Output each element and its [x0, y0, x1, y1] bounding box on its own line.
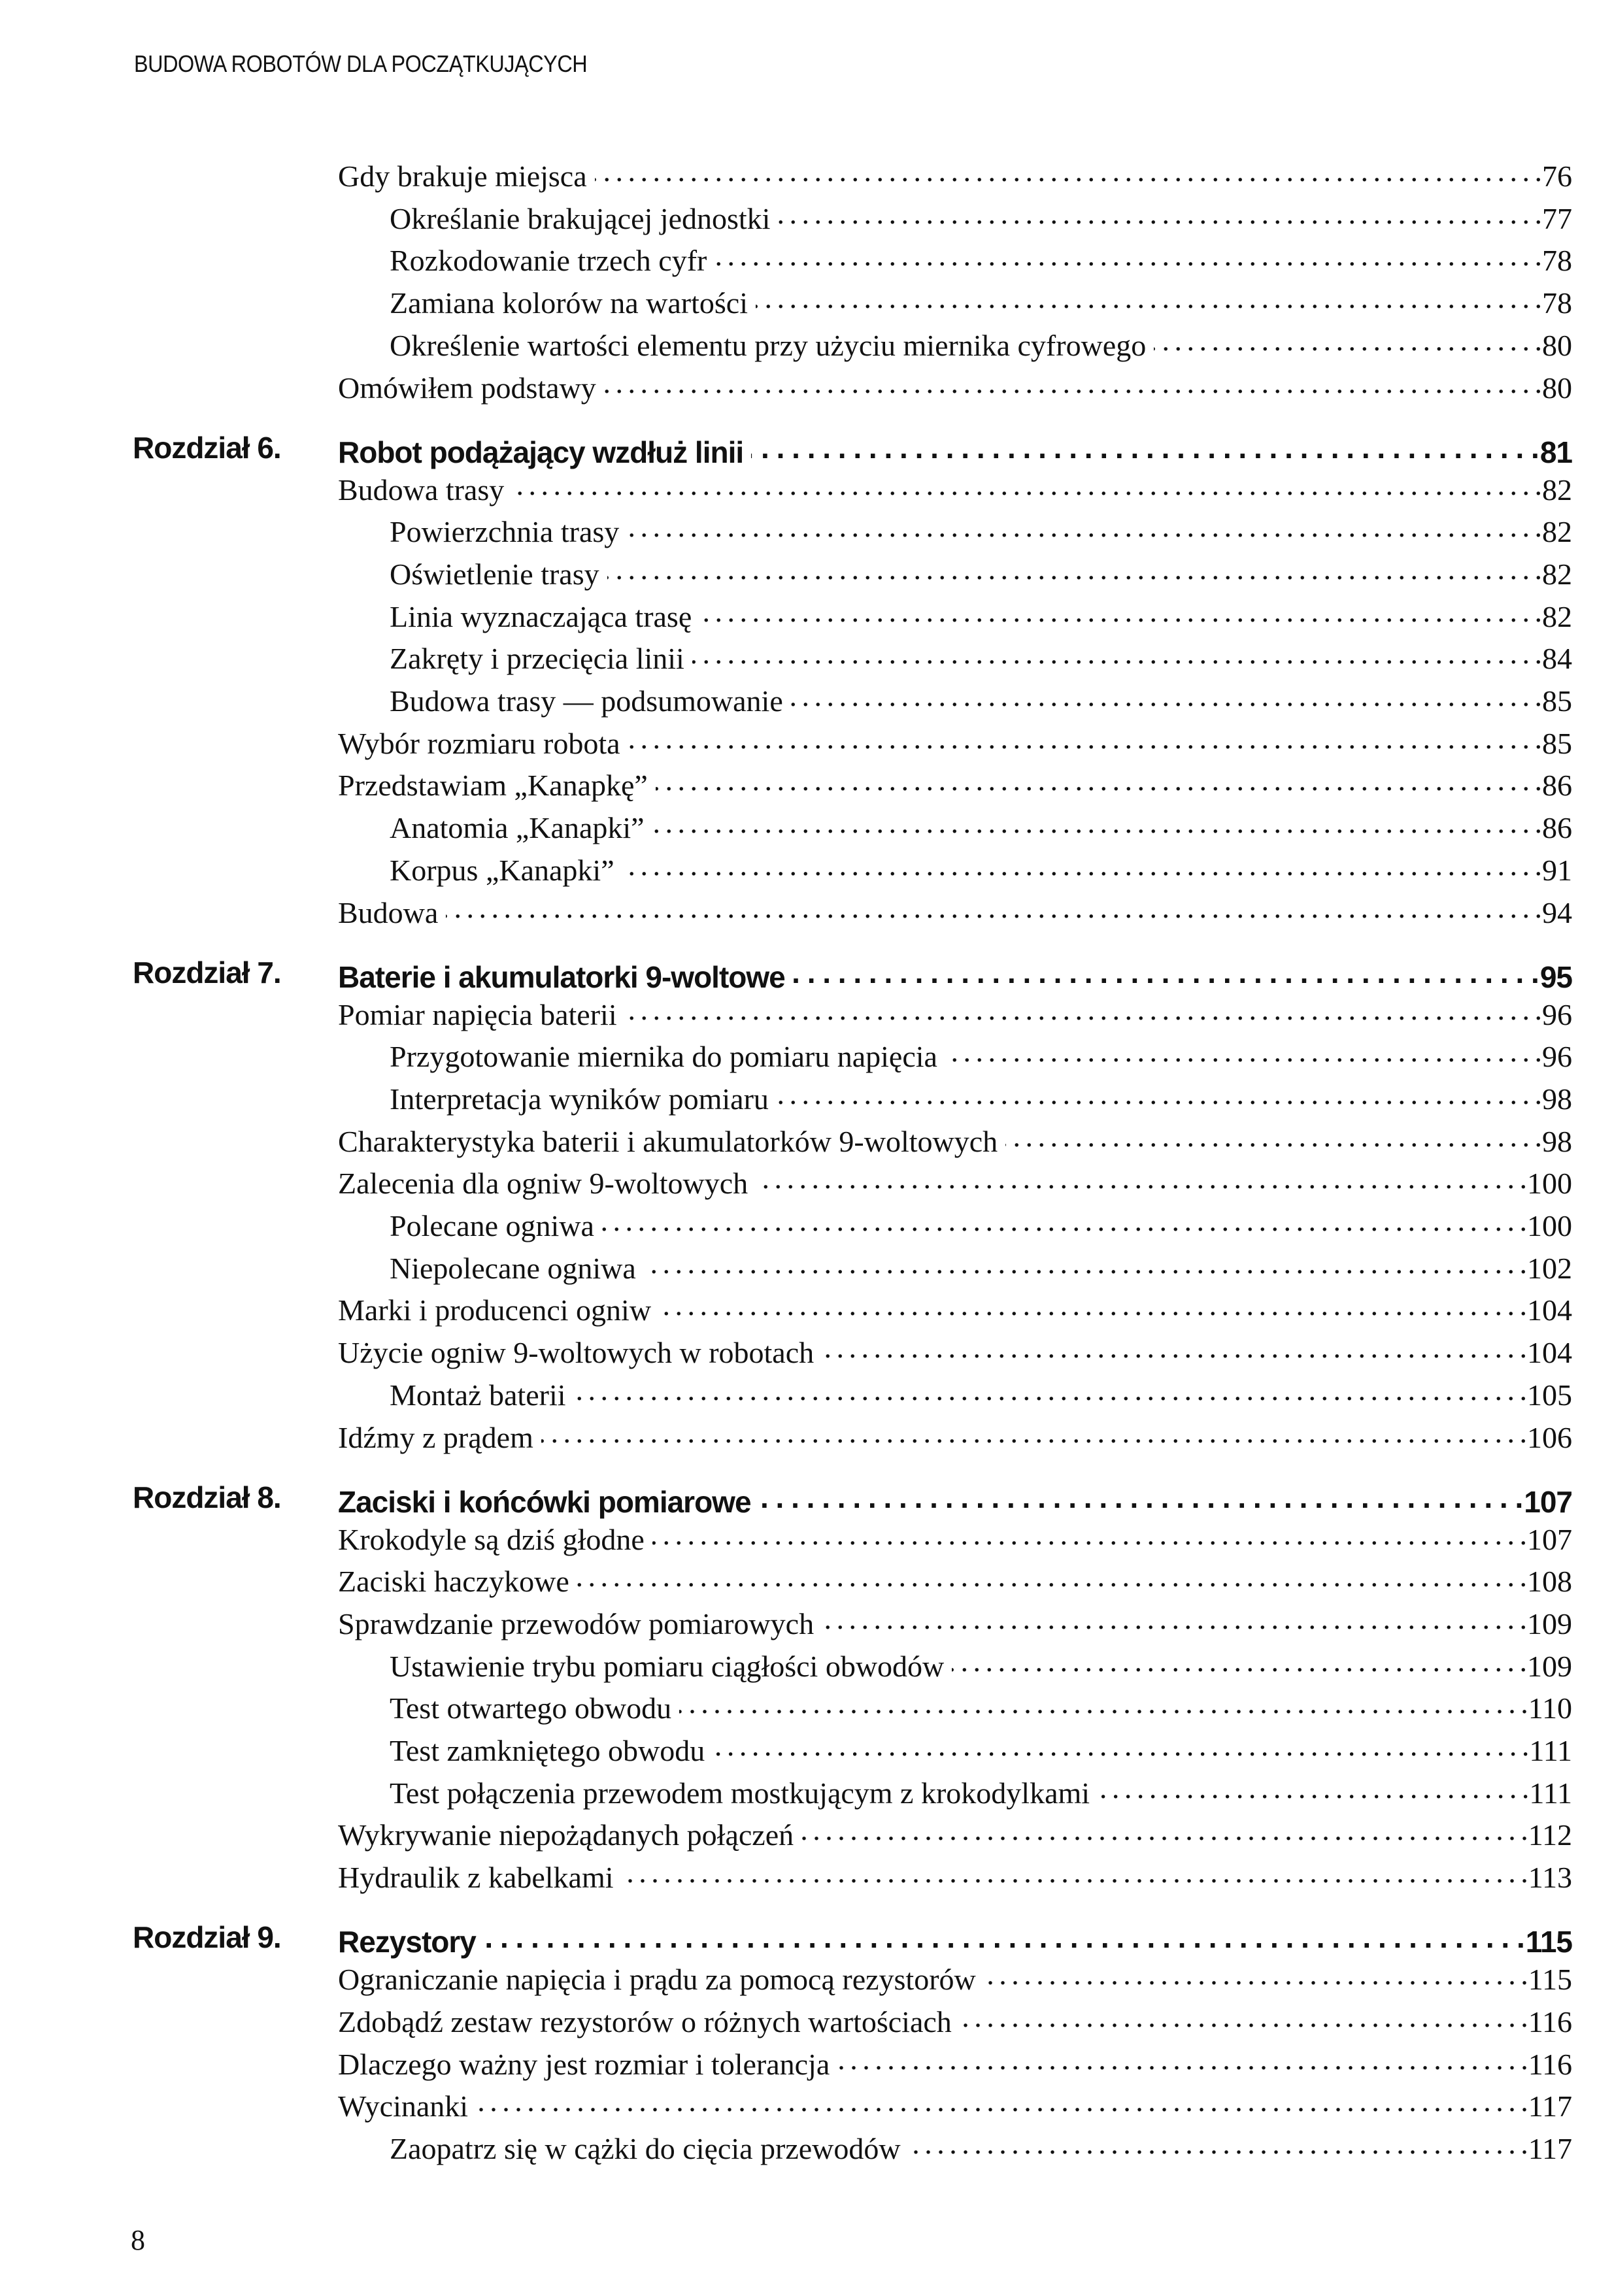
chapter-heading[interactable] [0, 1482, 1597, 1524]
toc-entry[interactable] [0, 893, 1597, 935]
entry-title[interactable]: Ustawienie trybu pomiaru ciągłości obwodów [390, 1649, 945, 1683]
entry-line [390, 681, 1572, 716]
chapter-page-number[interactable]: 115 [1525, 1925, 1572, 1959]
entry-line [390, 1731, 1572, 1766]
chapter-page-number[interactable]: 95 [1539, 959, 1572, 994]
chapter-page-number[interactable]: 81 [1539, 435, 1572, 469]
entry-title[interactable]: Gdy brakuje miejsca [338, 159, 587, 193]
toc-entry[interactable] [0, 1163, 1597, 1205]
dot-leader [607, 554, 1541, 584]
toc-entry[interactable] [0, 2044, 1597, 2086]
toc-entry[interactable] [0, 639, 1597, 680]
toc-entry[interactable] [0, 1731, 1597, 1772]
toc-entry[interactable] [0, 1079, 1597, 1121]
entry-page-number[interactable]: 76 [1542, 159, 1572, 193]
entry-title[interactable]: Wykrywanie niepożądanych połączeń [338, 1818, 794, 1852]
dot-leader [604, 368, 1541, 398]
entry-line [338, 1561, 1572, 1597]
chapter-title[interactable]: Zaciski i końcówki pomiarowe [338, 1484, 751, 1519]
entry-page-number[interactable]: 86 [1542, 769, 1572, 803]
dot-leader [822, 1604, 1526, 1634]
dot-leader [952, 1646, 1526, 1676]
toc-entry[interactable] [0, 808, 1597, 850]
dot-leader [714, 241, 1541, 271]
chapter-line [338, 1922, 1572, 1957]
entry-page-number[interactable]: 96 [1542, 997, 1572, 1031]
entry-title[interactable]: Przedstawiam „Kanapkę” [338, 769, 648, 803]
entry-page-number[interactable]: 109 [1527, 1606, 1572, 1640]
entry-page-number[interactable]: 100 [1527, 1167, 1572, 1201]
toc-entry[interactable] [0, 850, 1597, 892]
toc-entry[interactable] [0, 1604, 1597, 1646]
dot-leader [541, 1418, 1526, 1448]
entry-title[interactable]: Budowa [338, 895, 439, 929]
entry-line [338, 995, 1572, 1030]
entry-page-number[interactable]: 96 [1542, 1040, 1572, 1074]
toc-entry[interactable] [0, 1561, 1597, 1603]
entry-page-number[interactable]: 78 [1542, 244, 1572, 278]
entry-title[interactable]: Budowa trasy [338, 473, 505, 507]
entry-title[interactable]: Dlaczego ważny jest rozmiar i tolerancja [338, 2047, 830, 2081]
chapter-heading[interactable] [0, 430, 1597, 474]
entry-title[interactable]: Charakterystyka baterii i akumulatorków 9-woltowych [338, 1124, 998, 1158]
entry-line [390, 199, 1572, 234]
dot-leader [756, 283, 1541, 313]
entry-line [390, 1375, 1572, 1410]
toc-entry[interactable] [0, 1248, 1597, 1290]
entry-title[interactable]: Zalecenia dla ogniw 9-woltowych [338, 1167, 748, 1201]
toc-entry[interactable] [0, 1646, 1597, 1688]
entry-line [390, 808, 1572, 843]
dot-leader [622, 1857, 1527, 1888]
entry-line [338, 1418, 1572, 1453]
entry-line [338, 2002, 1572, 2037]
entry-page-number[interactable]: 113 [1528, 1861, 1572, 1895]
chapter-heading[interactable] [0, 957, 1597, 999]
dot-leader [960, 2002, 1527, 2032]
entry-line [390, 325, 1572, 361]
dot-leader [627, 512, 1541, 542]
entry-page-number[interactable]: 106 [1527, 1420, 1572, 1454]
entry-line [338, 893, 1572, 928]
toc-entry[interactable] [0, 1688, 1597, 1730]
chapter-label: Rozdział 7. [133, 955, 281, 990]
entry-title[interactable]: Użycie ogniw 9-woltowych w robotach [338, 1336, 815, 1370]
toc-entry[interactable] [0, 1037, 1597, 1078]
entry-page-number[interactable]: 105 [1527, 1378, 1572, 1412]
entry-page-number[interactable]: 77 [1542, 201, 1572, 235]
toc-entry[interactable] [0, 554, 1597, 596]
entry-title[interactable]: Test połączenia przewodem mostkującym z krokodylkami [390, 1776, 1090, 1810]
dot-leader [791, 681, 1541, 711]
entry-line [390, 639, 1572, 674]
entry-title[interactable]: Omówiłem podstawy [338, 371, 596, 405]
entry-page-number[interactable]: 80 [1542, 328, 1572, 362]
dot-leader [1154, 325, 1541, 356]
toc-entry[interactable] [0, 1206, 1597, 1248]
entry-title[interactable]: Idźmy z prądem [338, 1420, 533, 1454]
chapter-title[interactable]: Robot podążający wzdłuż linii [338, 435, 744, 469]
entry-title[interactable]: Polecane ogniwa [390, 1209, 594, 1242]
toc-entry[interactable] [0, 1773, 1597, 1815]
toc-entry[interactable] [0, 470, 1597, 512]
entry-title[interactable]: Oświetlenie trasy [390, 557, 599, 591]
entry-page-number[interactable]: 82 [1542, 599, 1572, 633]
entry-title[interactable]: Test otwartego obwodu [390, 1691, 672, 1725]
chapter-label: Rozdział 8. [133, 1480, 281, 1514]
entry-page-number[interactable]: 104 [1527, 1336, 1572, 1370]
entry-line [338, 1857, 1572, 1893]
entry-page-number[interactable]: 84 [1542, 642, 1572, 676]
entry-page-number[interactable]: 116 [1528, 2047, 1572, 2081]
dot-leader [577, 1561, 1526, 1591]
entry-line [338, 724, 1572, 759]
dot-leader [656, 765, 1541, 795]
entry-line [338, 1520, 1572, 1555]
dot-leader [759, 1482, 1523, 1512]
entry-page-number[interactable]: 110 [1528, 1691, 1572, 1725]
entry-line [390, 597, 1572, 632]
entry-page-number[interactable]: 111 [1529, 1776, 1572, 1810]
dot-leader [801, 1815, 1527, 1845]
dot-leader [1098, 1773, 1528, 1803]
entry-line [390, 1079, 1572, 1114]
entry-line [338, 1815, 1572, 1850]
entry-line [338, 156, 1572, 191]
dot-leader [659, 1290, 1526, 1320]
entry-page-number[interactable]: 85 [1542, 684, 1572, 718]
entry-line [338, 2044, 1572, 2080]
entry-line [338, 1163, 1572, 1199]
chapter-line [338, 433, 1572, 467]
dot-leader [652, 1520, 1526, 1550]
dot-leader [756, 1163, 1526, 1193]
entry-title[interactable]: Montaż baterii [390, 1378, 566, 1412]
dot-leader [713, 1731, 1528, 1761]
entry-line [390, 554, 1572, 590]
dot-leader [751, 433, 1539, 463]
entry-title[interactable]: Zakręty i przecięcia linii [390, 642, 684, 676]
entry-line [390, 1206, 1572, 1241]
entry-title[interactable]: Przygotowanie miernika do pomiaru napięcia [390, 1040, 937, 1074]
dot-leader [909, 2129, 1527, 2159]
entry-page-number[interactable]: 112 [1528, 1818, 1572, 1852]
toc-entry[interactable] [0, 1333, 1597, 1374]
entry-page-number[interactable]: 94 [1542, 895, 1572, 929]
entry-page-number[interactable]: 109 [1527, 1649, 1572, 1683]
toc-entry[interactable] [0, 1520, 1597, 1561]
dot-leader [595, 156, 1541, 186]
entry-title[interactable]: Krokodyle są dziś głodne [338, 1522, 645, 1556]
entry-line [390, 1037, 1572, 1072]
entry-page-number[interactable]: 116 [1528, 2005, 1572, 2038]
toc-entry[interactable] [0, 1122, 1597, 1163]
entry-title[interactable]: Pomiar napięcia baterii [338, 997, 617, 1031]
entry-title[interactable]: Ograniczanie napięcia i prądu za pomocą rezystorów [338, 1963, 976, 1997]
toc-entry[interactable] [0, 765, 1597, 807]
entry-page-number[interactable]: 108 [1527, 1565, 1572, 1599]
toc-entry[interactable] [0, 283, 1597, 325]
chapter-title[interactable]: Baterie i akumulatorki 9-woltowe [338, 959, 785, 994]
entry-title[interactable]: Określenie wartości elementu przy użyciu miernika cyfrowego [390, 328, 1147, 362]
entry-page-number[interactable]: 80 [1542, 371, 1572, 405]
entry-page-number[interactable]: 82 [1542, 557, 1572, 591]
chapter-title[interactable]: Rezystory [338, 1925, 476, 1959]
entry-title[interactable]: Powierzchnia trasy [390, 515, 620, 549]
entry-title[interactable]: Określanie brakującej jednostki [390, 201, 771, 235]
entry-page-number[interactable]: 117 [1528, 2089, 1572, 2123]
entry-title[interactable]: Interpretacja wyników pomiaru [390, 1082, 769, 1116]
entry-title[interactable]: Hydraulik z kabelkami [338, 1861, 614, 1895]
dot-leader [476, 2086, 1527, 2116]
entry-line [390, 241, 1572, 276]
entry-title[interactable]: Marki i producenci ogniw [338, 1293, 652, 1327]
entry-page-number[interactable]: 98 [1542, 1124, 1572, 1158]
dot-leader [837, 2044, 1526, 2074]
toc-entry[interactable] [0, 1290, 1597, 1332]
chapter-label: Rozdział 9. [133, 1920, 281, 1955]
dot-leader [602, 1206, 1526, 1236]
entry-page-number[interactable]: 86 [1542, 811, 1572, 845]
toc-entry[interactable] [0, 681, 1597, 723]
entry-line [338, 368, 1572, 403]
toc-entry[interactable] [0, 1418, 1597, 1459]
page-number: 8 [131, 2224, 145, 2256]
entry-title[interactable]: Budowa trasy — podsumowanie [390, 684, 783, 718]
chapter-line [338, 1482, 1572, 1517]
toc-entry[interactable] [0, 597, 1597, 639]
entry-line [338, 470, 1572, 505]
entry-title[interactable]: Sprawdzanie przewodów pomiarowych [338, 1606, 815, 1640]
entry-page-number[interactable]: 111 [1529, 1734, 1572, 1767]
entry-line [390, 850, 1572, 886]
entry-title[interactable]: Zaopatrz się w cążki do cięcia przewodów [390, 2131, 901, 2165]
entry-title[interactable]: Wycinanki [338, 2089, 469, 2123]
toc-entry[interactable] [0, 241, 1597, 282]
dot-leader [793, 957, 1539, 988]
dot-leader [984, 1959, 1527, 1989]
entry-line [338, 2086, 1572, 2121]
entry-line [390, 1773, 1572, 1808]
dot-leader [699, 597, 1541, 627]
entry-page-number[interactable]: 78 [1542, 286, 1572, 320]
entry-title[interactable]: Korpus „Kanapki” [390, 853, 614, 887]
dot-leader [446, 893, 1541, 923]
dot-leader [777, 1079, 1541, 1109]
toc-entry[interactable] [0, 995, 1597, 1037]
toc-entry[interactable] [0, 1857, 1597, 1899]
dot-leader [822, 1333, 1526, 1363]
entry-title[interactable]: Wybór rozmiaru robota [338, 726, 620, 760]
entry-page-number[interactable]: 104 [1527, 1293, 1572, 1327]
entry-page-number[interactable]: 117 [1528, 2131, 1572, 2165]
dot-leader [628, 724, 1541, 754]
dot-leader [679, 1688, 1527, 1718]
chapter-label: Rozdział 6. [133, 430, 281, 465]
entry-title[interactable]: Test zamkniętego obwodu [390, 1734, 705, 1767]
entry-line [390, 1646, 1572, 1682]
entry-page-number[interactable]: 107 [1527, 1522, 1572, 1556]
entry-page-number[interactable]: 102 [1527, 1251, 1572, 1285]
entry-title[interactable]: Anatomia „Kanapki” [390, 811, 645, 845]
running-header: BUDOWA ROBOTÓW DLA POCZĄTKUJĄCYCH [134, 50, 588, 77]
dot-leader [484, 1922, 1524, 1952]
entry-page-number[interactable]: 91 [1542, 853, 1572, 887]
entry-title[interactable]: Niepolecane ogniwa [390, 1251, 636, 1285]
dot-leader [512, 470, 1541, 500]
entry-title[interactable]: Rozkodowanie trzech cyfr [390, 244, 707, 278]
entry-line [390, 2129, 1572, 2164]
toc-entry[interactable] [0, 2002, 1597, 2044]
entry-title[interactable]: Linia wyznaczająca trasę [390, 599, 692, 633]
toc-entry[interactable] [0, 199, 1597, 241]
dot-leader [574, 1375, 1526, 1405]
entry-line [338, 1290, 1572, 1325]
entry-line [338, 765, 1572, 801]
chapter-heading[interactable] [0, 1922, 1597, 1964]
dot-leader [622, 850, 1541, 880]
entry-page-number[interactable]: 85 [1542, 726, 1572, 760]
entry-title[interactable]: Zdobądź zestaw rezystorów o różnych wartościach [338, 2005, 952, 2038]
chapter-page-number[interactable]: 107 [1524, 1484, 1572, 1519]
toc-entry[interactable] [0, 1815, 1597, 1857]
entry-line [390, 283, 1572, 318]
dot-leader [644, 1248, 1526, 1278]
toc-entry[interactable] [0, 1375, 1597, 1417]
dot-leader [1005, 1122, 1541, 1152]
dot-leader [625, 995, 1541, 1025]
toc-entry[interactable] [0, 2086, 1597, 2128]
entry-page-number[interactable]: 115 [1528, 1963, 1572, 1997]
entry-line [338, 1333, 1572, 1368]
entry-line [390, 512, 1572, 547]
entry-page-number[interactable]: 82 [1542, 473, 1572, 507]
chapter-line [338, 957, 1572, 992]
entry-page-number[interactable]: 98 [1542, 1082, 1572, 1116]
entry-title[interactable]: Zamiana kolorów na wartości [390, 286, 748, 320]
dot-leader [652, 808, 1541, 838]
dot-leader [692, 639, 1541, 669]
toc-entry[interactable] [0, 2129, 1597, 2171]
entry-line [338, 1604, 1572, 1639]
toc-entry[interactable] [0, 1959, 1597, 2001]
dot-leader [778, 199, 1541, 229]
toc-entry[interactable] [0, 724, 1597, 765]
entry-line [338, 1122, 1572, 1157]
dot-leader [945, 1037, 1541, 1067]
entry-line [390, 1688, 1572, 1723]
entry-page-number[interactable]: 100 [1527, 1209, 1572, 1242]
entry-line [338, 1959, 1572, 1995]
entry-page-number[interactable]: 82 [1542, 515, 1572, 549]
toc-entry[interactable] [0, 325, 1597, 367]
entry-line [390, 1248, 1572, 1284]
toc-entry[interactable] [0, 512, 1597, 554]
entry-title[interactable]: Zaciski haczykowe [338, 1565, 569, 1599]
toc-entry[interactable] [0, 368, 1597, 410]
toc-entry[interactable] [0, 156, 1597, 198]
